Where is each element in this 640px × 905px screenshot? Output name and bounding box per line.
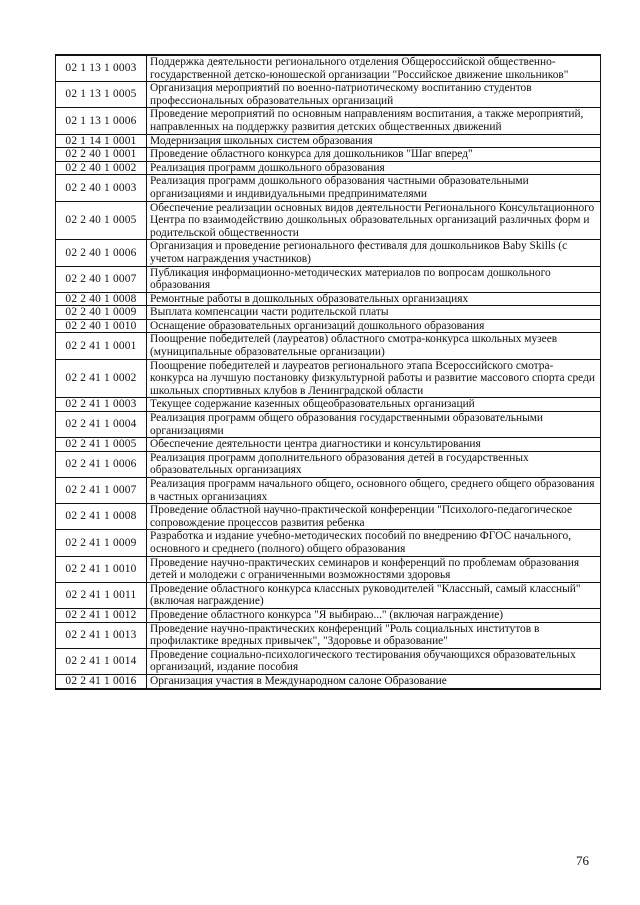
table-row [56,398,601,412]
code-cell: 02 2 41 1 0006 [56,451,147,477]
description-cell: Проведение мероприятий по основным направлениям воспитания, а также мероприятий, направленных на поддержку развития детских общественных движений [147,108,601,134]
code-cell: 02 2 40 1 0008 [56,292,147,306]
page-number: 76 [576,853,589,868]
code-cell: 02 2 40 1 0006 [56,240,147,266]
table-row [56,82,601,108]
table-body [56,55,601,689]
description-cell: Поддержка деятельности регионального отделения Общероссийской общественно-государственной детско-юношеской организации "Российское движение школьников" [147,55,601,82]
description-cell: Организация мероприятий по военно-патриотическому воспитанию студентов профессиональных образовательных организаций [147,82,601,108]
description-cell: Поощрение победителей и лауреатов регионального этапа Всероссийского смотра-конкурса на лучшую постановку физкультурной работы и развитие массового спорта среди школьных спортивных клубов в Ленинградской области [147,359,601,398]
description-cell: Текущее содержание казенных общеобразовательных организаций [147,398,601,412]
description-cell: Реализация программ дошкольного образования частными образовательными организациями и индивидуальными предпринимателями [147,175,601,201]
table-row [56,438,601,452]
budget-codes-table [55,54,601,690]
description-cell: Обеспечение реализации основных видов деятельности Регионального Консультационного Центра по взаимодействию дошкольных образовательных организаций различных форм и родительской общественности [147,201,601,240]
description-cell: Поощрение победителей (лауреатов) областного смотра-конкурса школьных музеев (муниципальные образовательные организации) [147,333,601,359]
table-row [56,306,601,320]
code-cell: 02 1 13 1 0005 [56,82,147,108]
table-row [56,175,601,201]
code-cell: 02 2 41 1 0004 [56,412,147,438]
code-cell: 02 2 41 1 0002 [56,359,147,398]
table-row [56,108,601,134]
table-row [56,556,601,582]
description-cell: Публикация информационно-методических материалов по вопросам дошкольного образования [147,266,601,292]
table-row [56,55,601,82]
table-row [56,148,601,162]
description-cell: Организация участия в Международном салоне Образование [147,674,601,688]
description-cell: Ремонтные работы в дошкольных образовательных организациях [147,292,601,306]
code-cell: 02 2 41 1 0014 [56,648,147,674]
code-cell: 02 2 41 1 0008 [56,504,147,530]
description-cell: Проведение научно-практических семинаров и конференций по проблемам образования детей и молодежи с ограниченными возможностями здоровья [147,556,601,582]
table-row [56,319,601,333]
description-cell: Выплата компенсации части родительской платы [147,306,601,320]
description-cell: Проведение областного конкурса классных руководителей "Классный, самый классный" (включая награждение) [147,582,601,608]
table-row [56,359,601,398]
description-cell: Модернизация школьных систем образования [147,134,601,148]
code-cell: 02 2 40 1 0007 [56,266,147,292]
description-cell: Реализация программ дошкольного образования [147,161,601,175]
description-cell: Проведение областной научно-практической конференции "Психолого-педагогическое сопровождение процессов развития ребенка [147,504,601,530]
code-cell: 02 2 41 1 0011 [56,582,147,608]
description-cell: Проведение областного конкурса "Я выбираю..." (включая награждение) [147,608,601,622]
table-row [56,451,601,477]
code-cell: 02 2 41 1 0003 [56,398,147,412]
code-cell: 02 2 40 1 0005 [56,201,147,240]
table-row [56,201,601,240]
table-row [56,266,601,292]
code-cell: 02 2 41 1 0016 [56,674,147,688]
code-cell: 02 2 41 1 0010 [56,556,147,582]
table-row [56,504,601,530]
description-cell: Реализация программ общего образования государственными образовательными организациями [147,412,601,438]
code-cell: 02 2 41 1 0012 [56,608,147,622]
code-cell: 02 2 40 1 0003 [56,175,147,201]
table-row [56,292,601,306]
code-cell: 02 2 41 1 0007 [56,478,147,504]
table-row [56,412,601,438]
table-row [56,240,601,266]
description-cell: Проведение областного конкурса для дошкольников "Шаг вперед" [147,148,601,162]
description-cell: Реализация программ начального общего, основного общего, среднего общего образования в частных организациях [147,478,601,504]
code-cell: 02 2 41 1 0005 [56,438,147,452]
code-cell: 02 2 41 1 0013 [56,622,147,648]
code-cell: 02 2 40 1 0002 [56,161,147,175]
table-row [56,674,601,688]
table-row [56,582,601,608]
table-row [56,622,601,648]
table-row [56,333,601,359]
description-cell: Проведение научно-практических конференций "Роль социальных институтов в профилактике вредных привычек", "Здоровье и образование" [147,622,601,648]
code-cell: 02 2 40 1 0010 [56,319,147,333]
description-cell: Проведение социально-психологического тестирования обучающихся образовательных организаций, издание пособия [147,648,601,674]
code-cell: 02 1 14 1 0001 [56,134,147,148]
description-cell: Обеспечение деятельности центра диагностики и консультирования [147,438,601,452]
code-cell: 02 1 13 1 0003 [56,55,147,82]
code-cell: 02 2 40 1 0001 [56,148,147,162]
code-cell: 02 2 41 1 0001 [56,333,147,359]
description-cell: Реализация программ дополнительного образования детей в государственных образовательных организациях [147,451,601,477]
table-row [56,530,601,556]
description-cell: Организация и проведение регионального фестиваля для дошкольников Baby Skills (с учетом награждения участников) [147,240,601,266]
description-cell: Оснащение образовательных организаций дошкольного образования [147,319,601,333]
table-row [56,608,601,622]
code-cell: 02 2 40 1 0009 [56,306,147,320]
description-cell: Разработка и издание учебно-методических пособий по внедрению ФГОС начального, основного и среднего (полного) общего образования [147,530,601,556]
table-row [56,134,601,148]
table-row [56,478,601,504]
code-cell: 02 1 13 1 0006 [56,108,147,134]
table-row [56,161,601,175]
table-row [56,648,601,674]
code-cell: 02 2 41 1 0009 [56,530,147,556]
